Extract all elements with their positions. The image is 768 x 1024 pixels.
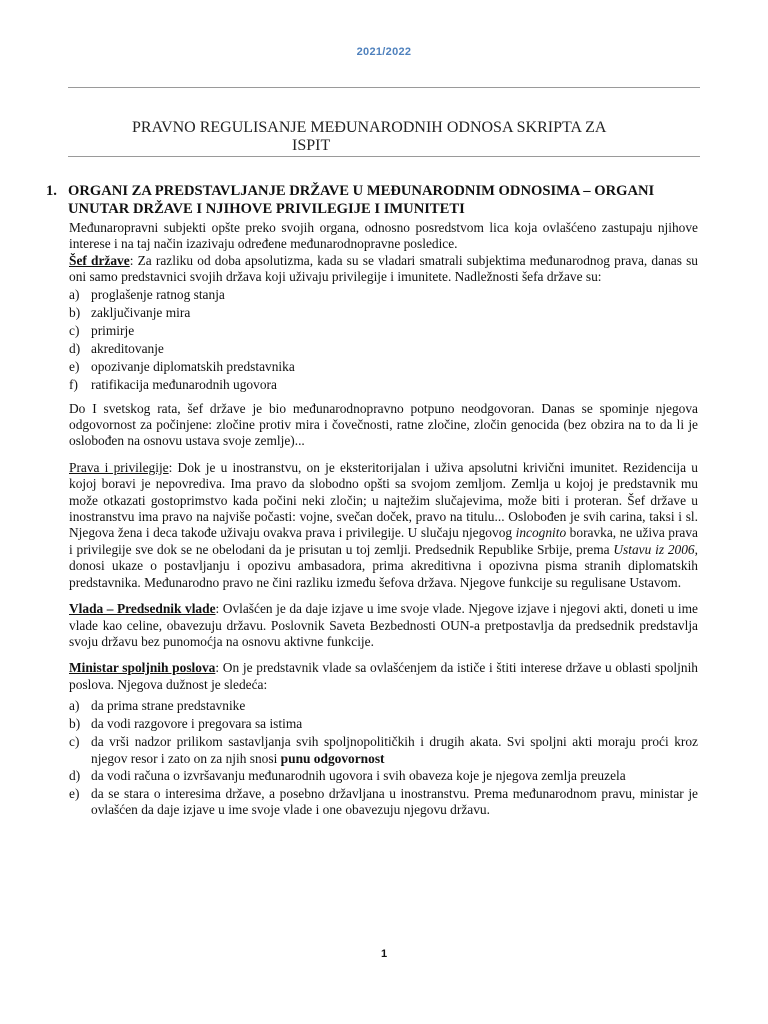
sef-drzave-label: Šef države [69, 252, 130, 268]
list-letter: a) [69, 286, 80, 302]
sef-drzave-text: : Za razliku od doba apsolutizma, kada su se vladari smatrali subjektima međunarodnog prava, danas su oni samo predstavnici svojih država koji uživaju privilegije i imunitete. Nadležnosti šefa države su: [69, 252, 699, 285]
list-item [69, 697, 698, 715]
war-responsibility-paragraph: Do I svetskog rata, šef države je bio međunarodnopravno potpuno neodgovoran. Danas se spominje njegova odgovornost za počinjene: zločine protiv mira i čovečnosti, ratne zločine, zločin genocida (bez obzira na to da li je oslobođen na osnovu ustava svoje zemlje)... [69, 400, 698, 449]
list-item [69, 340, 698, 358]
list-text: zaključivanje mira [91, 304, 191, 320]
section-heading-text: ORGANI ZA PREDSTAVLJANJE DRŽAVE U MEĐUNARODNIM ODNOSIMA – ORGANI UNUTAR DRŽAVE I NJIHOVE PRIVILEGIJE I IMUNITETI [68, 183, 655, 217]
list-item [69, 715, 698, 733]
list-text-part: da vrši nadzor prilikom sastavljanja svih spoljnopolitičkih i drugih akata. Svi spoljni akti moraju proći kroz njegov resor i zato on za njih snosi [91, 734, 698, 766]
ministar-paragraph [69, 660, 698, 693]
puna-odgovornost-bold: punu odgovornost [280, 750, 385, 766]
list-text: primirje [91, 322, 135, 338]
title-line-2: ISPIT [292, 137, 331, 154]
prava-italic-ustav: Ustavu iz 2006 [613, 541, 695, 557]
page-number: 1 [380, 948, 388, 960]
list-text: opozivanje diplomatskih predstavnika [91, 358, 295, 374]
list-letter: c) [69, 322, 80, 338]
prava-text-3: , donosi ukaze o postavljanju i opozivu ambasadora, prima akreditivna i opozivna pisma stranih diplomatskih predstavnika. Međunarodno pravo ne čini razliku između šefova država. Njegove funkcije su regulisane Ustavom. [69, 541, 698, 590]
vlada-paragraph [69, 601, 698, 650]
section-heading [46, 182, 698, 218]
list-item [69, 322, 698, 340]
header-rule [68, 87, 700, 88]
prava-text-1: : Dok je u inostranstvu, on je eksteritorijalan i uživa apsolutni krivični imunitet. Rezidencija u kojoj boravi je nepovrediva. Ima pravo da slobodno opšti sa svojom zemljom. Zemlja u kojoj je predstavnik mu može otkazati gostoprimstvo kada počini neki zločin; u najtežim slučajevima, može biti i proteran. Šef države u inostranstvu ima pravo na najviše počasti: vojne, svečan doček, pravo na titulu... Oslobođen je svih carina, taksi i sl. Njegova žena i deca takođe uživaju ovakva prava i privilegije. U slučaju njegovog [69, 459, 698, 541]
list-item [69, 358, 698, 376]
prava-italic-incognito: incognito [515, 525, 567, 541]
list-letter: a) [69, 698, 80, 714]
title-rule [68, 156, 700, 157]
list-item [69, 304, 698, 322]
list-letter: d) [69, 767, 81, 783]
page-content [46, 182, 698, 819]
list-item [69, 767, 698, 785]
prava-privilegije-label: Prava i privilegije [69, 459, 169, 475]
vlada-text: : Ovlašćen je da daje izjave u ime svoje vlade. Njegove izjave i njegovi akti, doneti u ime vlade kao celine, obavezuju državu. Poslovnik Saveta Bezbednosti OUN-a pretpostavlja da predsednik predstavlja svoju državu bez punomoćja na osnovu aktivne funkcije. [69, 601, 698, 649]
list-item [69, 286, 698, 304]
vlada-label: Vlada – Predsednik vlade [69, 601, 216, 617]
list-letter: e) [69, 358, 80, 374]
list-letter: f) [69, 376, 78, 392]
header-year: 2021/2022 [356, 46, 412, 58]
list-item [69, 733, 698, 767]
prava-text-2: boravka, ne uživa prava i privilegije sve dok se ne obelodani da je prisutan u toj zemlji. Predsednik Republike Srbije, prema [69, 525, 699, 557]
list-text: da vodi razgovore i pregovara sa istima [91, 716, 303, 732]
ministar-text: : On je predstavnik vlade sa ovlašćenjem da ističe i štiti interese države u oblasti spoljnih poslova. Njegova dužnost je sledeća: [69, 660, 698, 692]
list-letter: e) [69, 785, 80, 801]
section-number: 1. [46, 183, 57, 199]
sef-nadleznosti-list [69, 286, 698, 394]
sef-drzave-paragraph [69, 253, 698, 286]
title-line-1: PRAVNO REGULISANJE MEĐUNARODNIH ODNOSA SKRIPTA ZA [132, 119, 607, 136]
list-letter: d) [69, 340, 81, 356]
list-letter: b) [69, 304, 81, 320]
list-item [69, 376, 698, 394]
prava-privilegije-paragraph [69, 460, 698, 591]
list-text: da prima strane predstavnike [91, 698, 246, 714]
list-text [91, 733, 698, 767]
list-item [69, 785, 698, 819]
list-text: ratifikacija međunarodnih ugovora [91, 376, 277, 392]
ministar-duznosti-list [69, 697, 698, 819]
document-title [132, 119, 692, 155]
intro-paragraph: Međunaropravni subjekti opšte preko svojih organa, odnosno posredstvom lica koja ovlašćeno zastupaju njihove interese i na taj način izazivaju određene međunarodnopravne posledice. [69, 220, 698, 252]
list-letter: c) [69, 734, 80, 750]
list-text: akreditovanje [91, 340, 164, 356]
ministar-label: Ministar spoljnih poslova [69, 660, 216, 676]
list-letter: b) [69, 716, 81, 732]
list-text: da vodi računa o izvršavanju međunarodnih ugovora i svih obaveza koje je njegova zemlja preuzela [91, 767, 626, 783]
list-text: proglašenje ratnog stanja [91, 286, 225, 302]
list-text: da se stara o interesima države, a posebno državljana u inostranstvu. Prema međunarodnom pravu, ministar je ovlašćen da daje izjave u ime svoje vlade i one obavezuju njegovu državu. [91, 785, 698, 818]
